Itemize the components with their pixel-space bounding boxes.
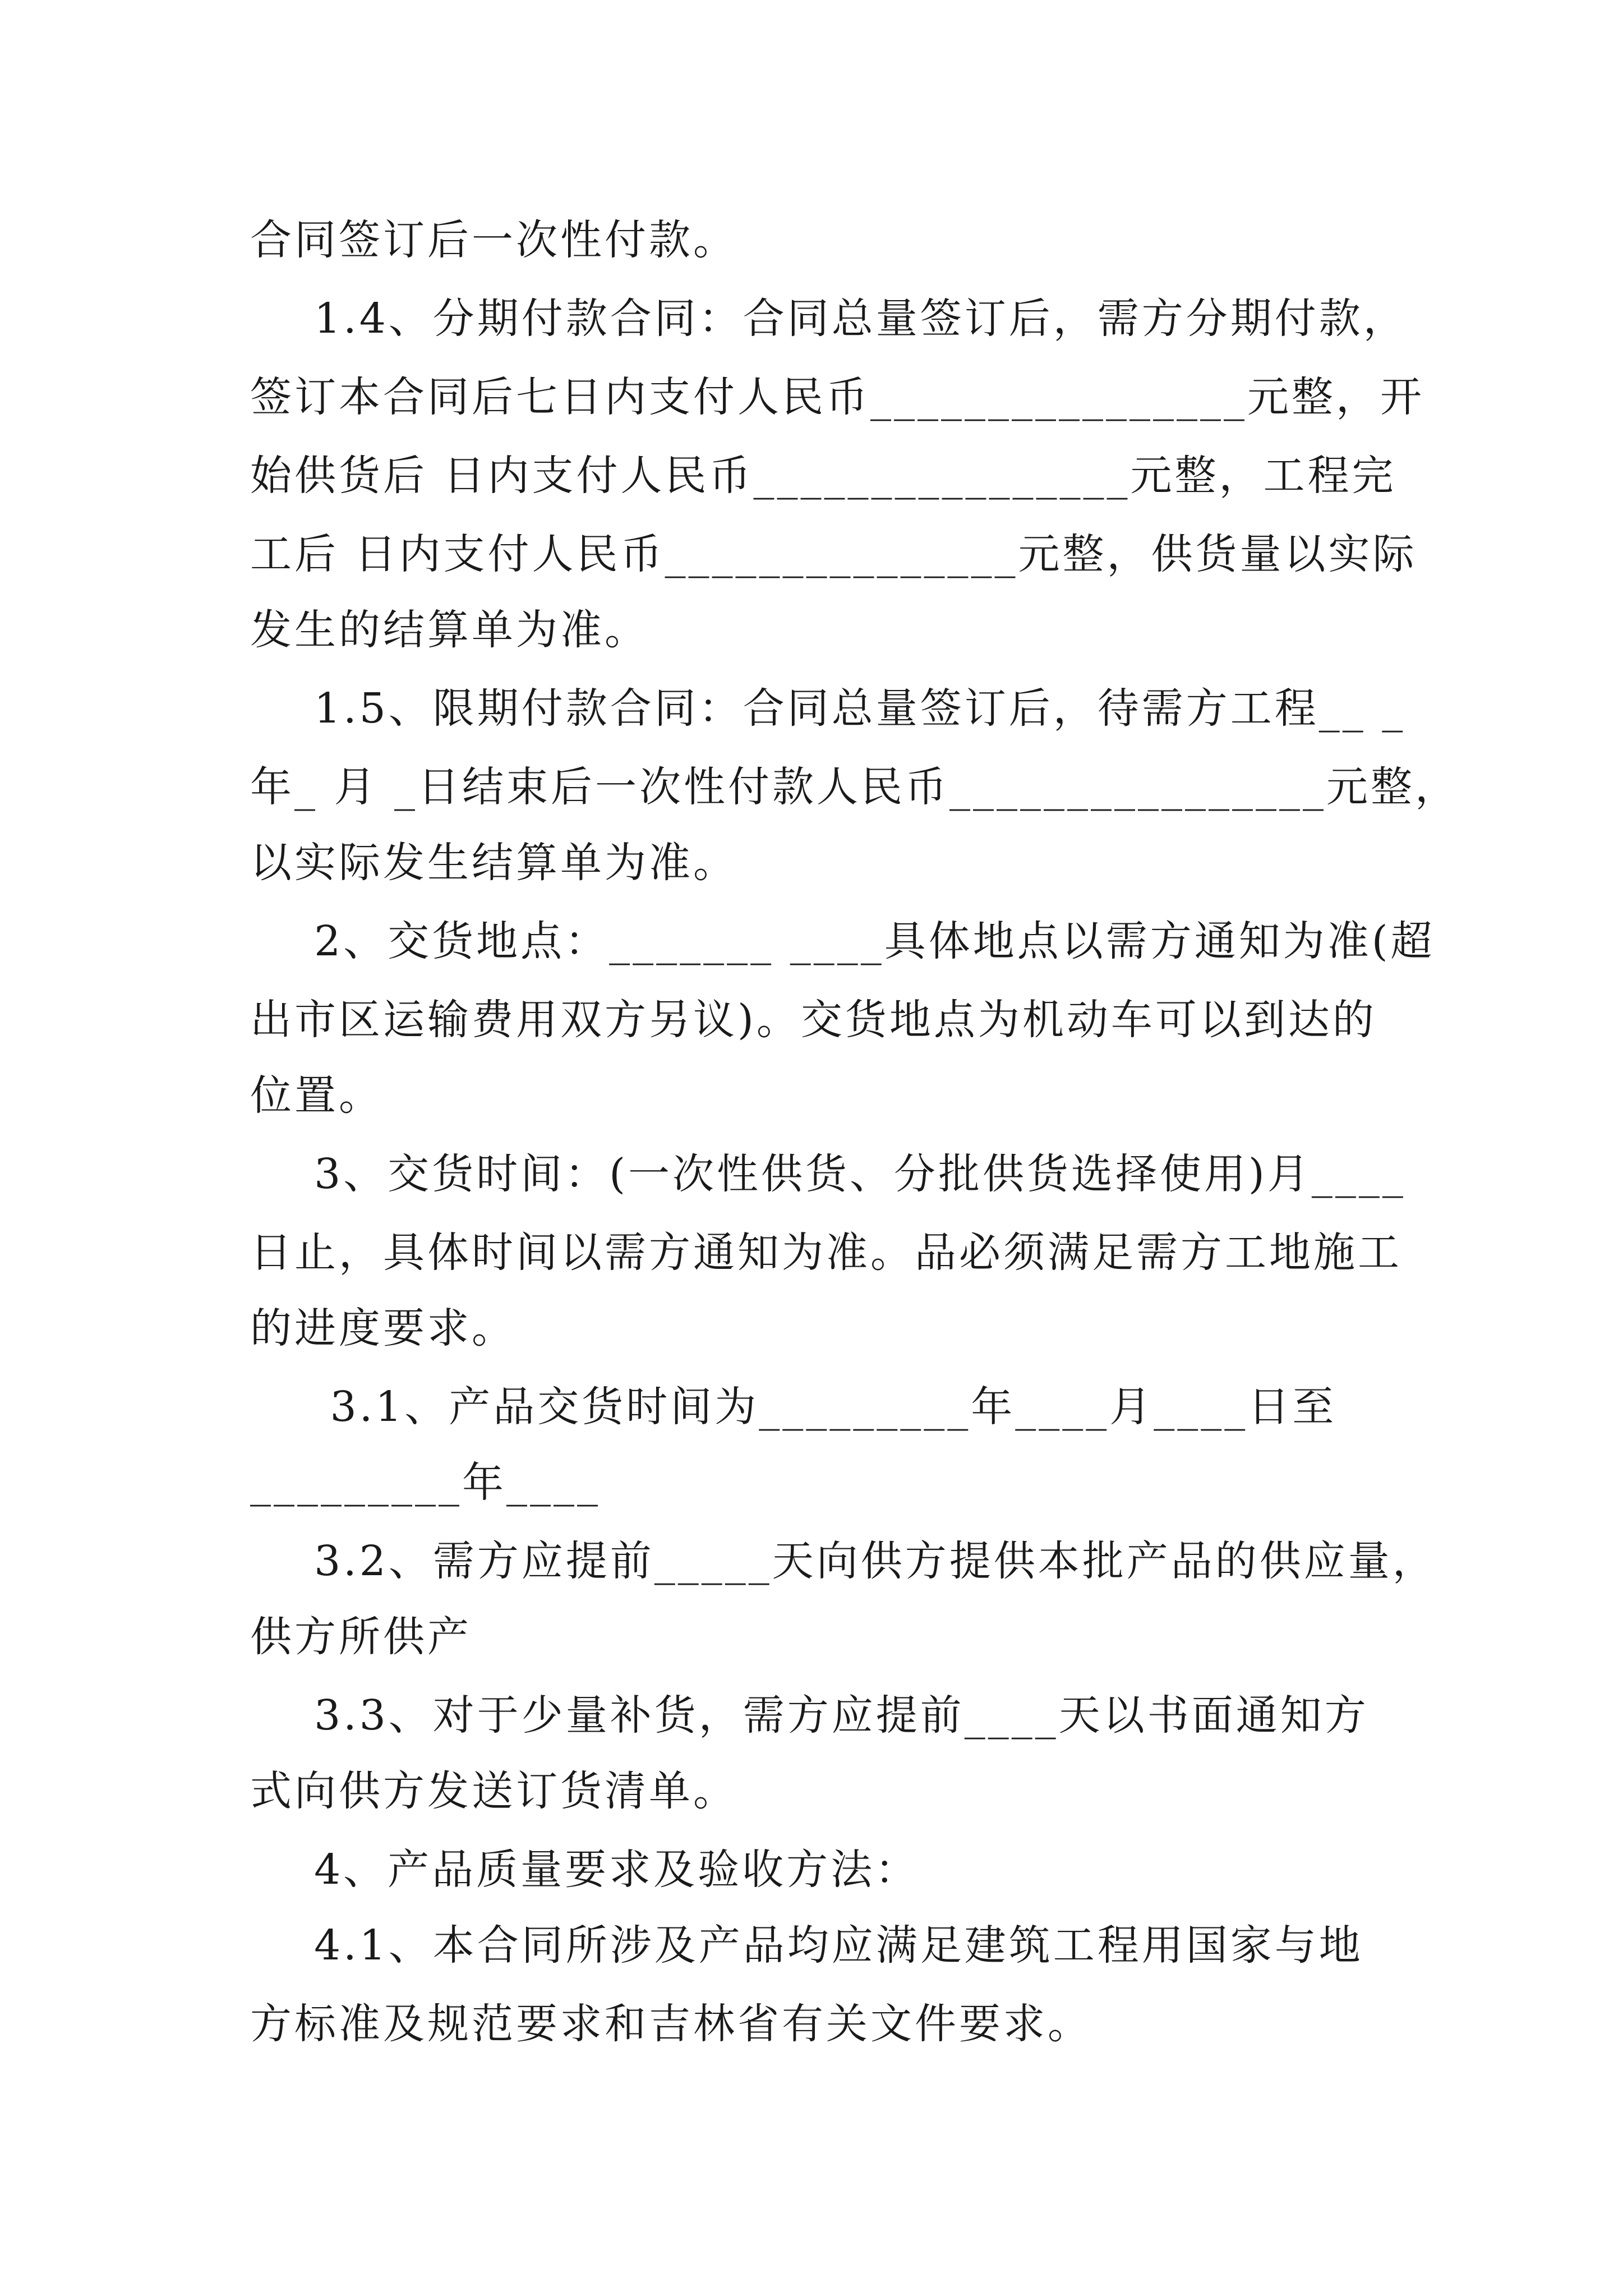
text-line: 3.3、对于少量补货，需方应提前____天以书面通知方 (250, 1691, 1369, 1740)
text-line: 式向供方发送订货清单。 (250, 1767, 737, 1815)
text-line: 始供货后 日内支付人民币________________元整，工程完 (250, 452, 1396, 500)
text-line: 出市区运输费用双方另议)。交货地点为机动车可以到达的 (250, 996, 1377, 1044)
text-line: 4.1、本合同所涉及产品均应满足建筑工程用国家与地 (250, 1921, 1363, 1970)
text-line: 位置。 (250, 1071, 383, 1120)
text-line: 3、交货时间：(一次性供货、分批供货选择使用)月____ (250, 1150, 1406, 1198)
text-line: 1.5、限期付款合同：合同总量签订后，待需方工程__ _ (250, 684, 1406, 733)
text-line: 2、交货地点：_______ ____具体地点以需方通知为准(超 (250, 917, 1435, 965)
text-line: 工后 日内支付人民币_______________元整，供货量以实际 (250, 530, 1417, 578)
text-line: 日止，具体时间以需方通知为准。品必须满足需方工地施工 (250, 1228, 1402, 1277)
text-line: 签订本合同后七日内支付人民币________________元整，开 (250, 373, 1424, 421)
text-line: 方标准及规范要求和吉林省有关文件要求。 (250, 2000, 1092, 2048)
text-line: 的进度要求。 (250, 1304, 516, 1352)
text-line: 3.2、需方应提前_____天向供方提供本批产品的供应量， (250, 1537, 1437, 1585)
text-line: 1.4、分期付款合同：合同总量签订后，需方分期付款， (250, 295, 1408, 343)
text-line: 3.1、产品交货时间为_________年____月____日至 (250, 1383, 1337, 1431)
text-line: 年_ 月 _日结束后一次性付款人民币________________元整， (250, 763, 1460, 811)
text-line: 以实际发生结算单为准。 (250, 839, 737, 887)
text-line: 发生的结算单为准。 (250, 606, 649, 654)
text-line: 合同签订后一次性付款。 (250, 216, 737, 264)
text-line: _________年____ (250, 1458, 601, 1507)
text-line: 4、产品质量要求及验收方法： (250, 1846, 920, 1894)
text-line: 供方所供产 (250, 1613, 472, 1661)
